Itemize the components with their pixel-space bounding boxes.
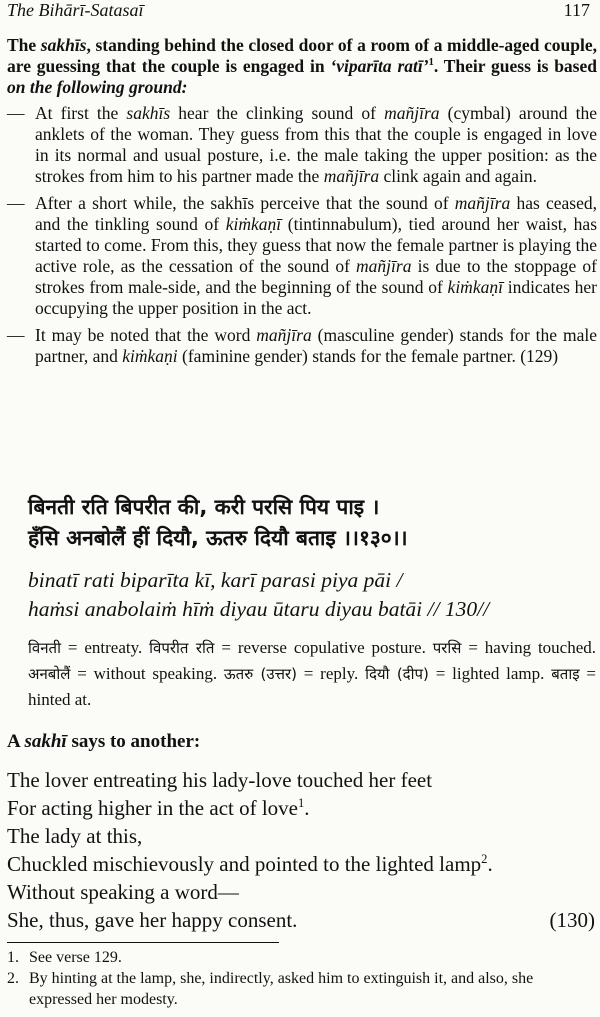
dash-marker: — [7, 193, 25, 213]
verse-line [7, 878, 595, 906]
italic-term: kiṁkaṇī [225, 214, 282, 234]
verse-line [7, 906, 595, 934]
hindi-verse-line: बिनती रति बिपरीत की, करी परसि पिय पाइ । [28, 495, 380, 519]
gloss-meaning: = lighted lamp. [428, 664, 552, 683]
page-number: 117 [563, 0, 590, 20]
text-run: Without speaking a word— [7, 880, 239, 904]
verse-line [7, 850, 595, 878]
footnote-number: 1. [7, 949, 19, 966]
text-run: (masculine gender) stands for the male partner, and [35, 325, 597, 366]
footnote-ref: 2 [481, 852, 488, 866]
text-run: says to another: [66, 731, 201, 752]
hindi-verse [28, 492, 588, 554]
verse-number: (130) [549, 908, 595, 932]
text-run: has ceased, and the tinkling sound of [35, 193, 597, 234]
text-run: At first the [35, 103, 127, 123]
footnote-number: 2. [7, 970, 19, 987]
italic-term: mañjīra [454, 193, 511, 213]
footnotes [7, 947, 597, 1010]
italic-term: mañjīra [384, 103, 440, 123]
italic-term: sakhī [24, 731, 67, 752]
text-run: (cymbal) around the anklets of the woman. They guess from this that the couple is engaged in love in its normal and usual posture, i.e. the male taking the upper position: as the strokes from him to his partner made the [35, 103, 598, 186]
gloss-word: विनती [28, 639, 61, 657]
page-header [7, 0, 590, 22]
text-run: She, thus, gave her happy consent. [7, 908, 298, 932]
gloss-word: बताइ [551, 665, 580, 683]
intro-paragraph [7, 35, 597, 98]
bullet-item [7, 103, 597, 187]
italic-term: mañjīra [323, 166, 380, 186]
text-run: Chuckled mischievously and pointed to the lighted lamp [7, 852, 482, 876]
text-run: A [7, 731, 25, 752]
italic-term: sakhīs [126, 103, 171, 123]
hindi-verse-line: हँसि अनबोलैं हीं दियौ, ऊतरु दियौ बताइ ।।१३०।। [28, 526, 408, 550]
gloss-word: विपरीत रति [149, 639, 215, 657]
text-run: . [487, 852, 493, 876]
bullet-item [7, 325, 597, 367]
text-run: It may be noted that the word [35, 325, 257, 345]
gloss-word: परसि [432, 639, 462, 657]
verse-line [7, 794, 595, 822]
text-run: clink again and again. [379, 166, 538, 186]
gloss-word: अनबोलैं [28, 665, 71, 683]
text-run: The lady at this, [7, 824, 143, 848]
text-run: The lover entreating his lady-love touched her feet [7, 768, 433, 792]
running-title: The Bihārī-Satasaī [7, 0, 144, 20]
text-run: . [304, 796, 310, 820]
transliteration [28, 566, 598, 624]
italic-term: kiṁkaṇī [447, 277, 503, 297]
bullet-item [7, 193, 597, 319]
bullet-list [7, 103, 597, 373]
english-verse [7, 766, 595, 934]
gloss-meaning: = hinted at. [28, 664, 596, 709]
verse-line [7, 766, 595, 794]
text-run: For acting higher in the act of love [7, 796, 298, 820]
speaker-heading [7, 731, 200, 753]
text-run: (tintinnabulum), tied around her waist, has started to come. From this, they guess that now the female partner is playing the active role, as the cessation of the sound of [35, 214, 598, 276]
text-run: is due to the stoppage of strokes from male-side, and the beginning of the sound of [35, 256, 597, 297]
gloss-meaning: = having touched. [461, 638, 597, 657]
verse-line [7, 822, 595, 850]
italic-term: kiṁkaṇi [122, 346, 178, 366]
text-run: , standing behind the closed door of a room of a middle-aged couple, are guessing that the couple is engaged in [7, 35, 597, 76]
footnote [7, 968, 597, 1010]
text-run: After a short while, the sakhīs perceive that the sound of [35, 193, 455, 213]
gloss-word: दियौ (दीप) [365, 665, 429, 683]
gloss-meaning: = without speaking. [70, 664, 224, 683]
footnote-text: See verse 129. [29, 949, 122, 966]
gloss-meaning: = reply. [296, 664, 366, 683]
glossary [28, 635, 596, 712]
text-run: (faminine gender) stands for the female partner. (129) [177, 346, 559, 366]
footnote-ref: 1 [298, 796, 305, 810]
text-run: indicates her occupying the upper position in the act. [35, 277, 598, 318]
dash-marker: — [7, 103, 25, 123]
footnote [7, 947, 597, 968]
italic-phrase: on the following ground: [7, 77, 188, 97]
footnote-divider [7, 942, 279, 943]
italic-term: mañjīra [356, 256, 412, 276]
italic-term: mañjīra [256, 325, 312, 345]
gloss-meaning: = entreaty. [61, 638, 150, 657]
text-run: . Their guess is based [433, 56, 597, 76]
transliteration-line: haṁsi anabolaiṁ hīṁ diyau ūtaru diyau batāi // 130// [28, 597, 490, 621]
text-run: The [7, 35, 41, 55]
gloss-meaning: = reverse copulative posture. [214, 638, 433, 657]
footnote-ref: 1 [428, 57, 434, 69]
text-run: hear the clinking sound of [170, 103, 385, 123]
dash-marker: — [7, 325, 25, 345]
footnote-text: By hinting at the lamp, she, indirectly, asked him to extinguish it, and also, she expressed her modesty. [29, 970, 534, 1008]
italic-term: sakhīs [40, 35, 87, 55]
transliteration-line: binatī rati biparīta kī, karī parasi piya pāi / [28, 568, 403, 592]
gloss-word: ऊतरु (उत्तर) [223, 665, 297, 683]
italic-term: ‘viparīta ratī’ [330, 56, 429, 76]
